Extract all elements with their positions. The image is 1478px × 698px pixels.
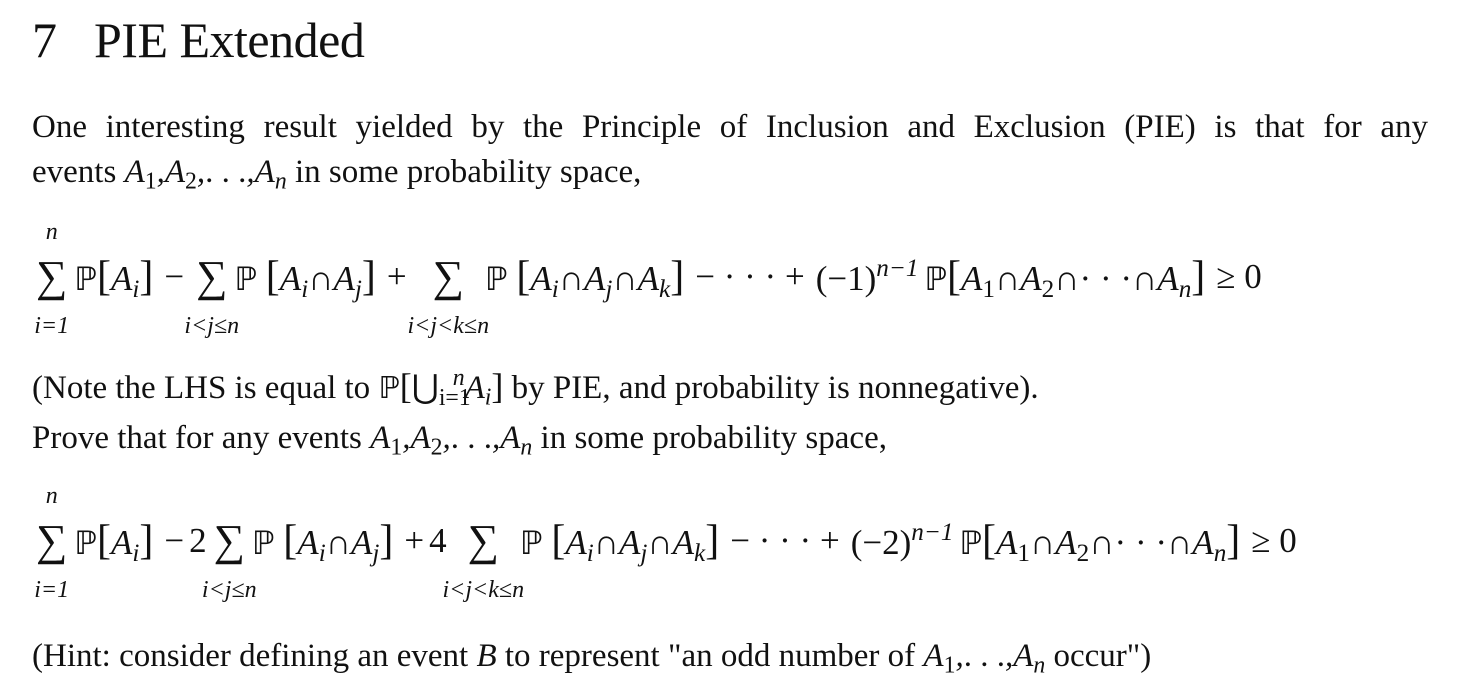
sum-3b: ∑ i<j<k≤n: [442, 516, 525, 603]
sum-2: ∑ i<j≤n: [184, 252, 240, 339]
section-number: 7: [32, 12, 57, 68]
section-heading: [32, 10, 364, 70]
sum-2-lower: i<j≤n: [184, 313, 240, 339]
sum-1: n ∑ i=1: [34, 219, 70, 339]
alt-sign-exp-1: n−1: [876, 255, 919, 283]
sum-2b-lower: i<j≤n: [201, 577, 257, 603]
sum-1b-lower: i=1: [34, 577, 70, 603]
intro-prefix: events: [32, 154, 117, 190]
eq2-rhs: ≥ 0: [1251, 521, 1297, 560]
hint-suffix: occur"): [1053, 638, 1152, 674]
hint-prefix: (Hint: consider defining an event: [32, 638, 469, 674]
prove-line: [32, 416, 887, 470]
prove-suffix: in some probability space,: [540, 420, 887, 456]
events-list: $A_1,A_2$,. . $.,A_n$: [124, 154, 287, 195]
document-page: 7 PIE Extended One interesting result yielded by the Principle of Inclusion and Exclusion (PIE) is that for any events $A_1,A_2$,. . $.,A_n$ in some probability space, n ∑ i=1 $ℙ[A_i]$ − ∑ i<j≤n ℙ $[A_i\cap A_j]$ + ∑ i<j<k≤n ℙ $[A_i\cap A_j\cap A_k]$ − · · · + $(-1)^{n-1}$ $ℙ[A_1\cap A_2\cap\cdot$ · $\cdot\cap A_n$] ≥ 0 (Note the LHS is equal to $ℙ[⋃_{i=1}^nA_i]$ by PIE, and probability is nonnegative). Prove that for any events $A_1,A_2$,. . $.,A_n$ in some probability space, n ∑ i=1 $ℙ[A_i]$ − 2 ∑ i<j≤n ℙ $[A_i\cap A_j]$ + 4 ∑ i<j<k≤n ℙ $[A_i\cap A_j\cap A_k]$ − · · · + $(-2)^{n-1}$ $ℙ[A_1\cap A_2\cap\cdot$ · $\cdot\cap A_n$] ≥ 0 (Hint: consider defining an event B to represent "an odd number of $A_1$,. . $.,A_n$ occur"): [32, 0, 1432, 698]
sum-1b: n ∑ i=1: [34, 483, 70, 603]
alt-sign-exp-2: n−1: [911, 519, 954, 547]
note-prefix: (Note the LHS is equal to: [32, 370, 371, 407]
intro-suffix: in some probability space,: [294, 154, 642, 190]
note-suffix: by PIE, and probability is nonnegative).: [511, 370, 1039, 407]
sum-1-upper: n: [45, 219, 58, 245]
section-title: PIE Extended: [94, 12, 365, 68]
alt-sign-base-2: (−2): [850, 522, 912, 562]
sum-1-lower: i=1: [34, 313, 70, 339]
intro-line-1: One interesting result yielded by the Principle of Inclusion and Exclusion (PIE) is that for any: [32, 109, 1428, 145]
coef-2: 2: [189, 521, 207, 560]
sum-3: ∑ i<j<k≤n: [407, 252, 490, 339]
sum-1b-upper: n: [45, 483, 58, 509]
union-expression: $ℙ[⋃_{i=1}^nA_i]$: [378, 365, 504, 411]
events-list-3: $A_1$,. . $.,A_n$: [923, 638, 1046, 679]
alt-sign-base-1: (−1): [815, 258, 877, 298]
sum-3b-lower: i<j<k≤n: [442, 577, 525, 603]
events-list-2: $A_1,A_2$,. . $.,A_n$: [370, 420, 533, 461]
note-line: [32, 356, 1039, 420]
sum-2b: ∑ i<j≤n: [201, 516, 257, 603]
prove-prefix: Prove that for any events: [32, 420, 362, 456]
intro-line-2: [32, 150, 641, 204]
hint-middle: to represent "an odd number of: [504, 638, 916, 674]
eq1-rhs: ≥ 0: [1216, 257, 1262, 296]
hint-event: B: [476, 638, 497, 674]
sum-3-lower: i<j<k≤n: [407, 313, 490, 339]
coef-3: 4: [429, 521, 447, 560]
hint-line: [32, 634, 1151, 688]
